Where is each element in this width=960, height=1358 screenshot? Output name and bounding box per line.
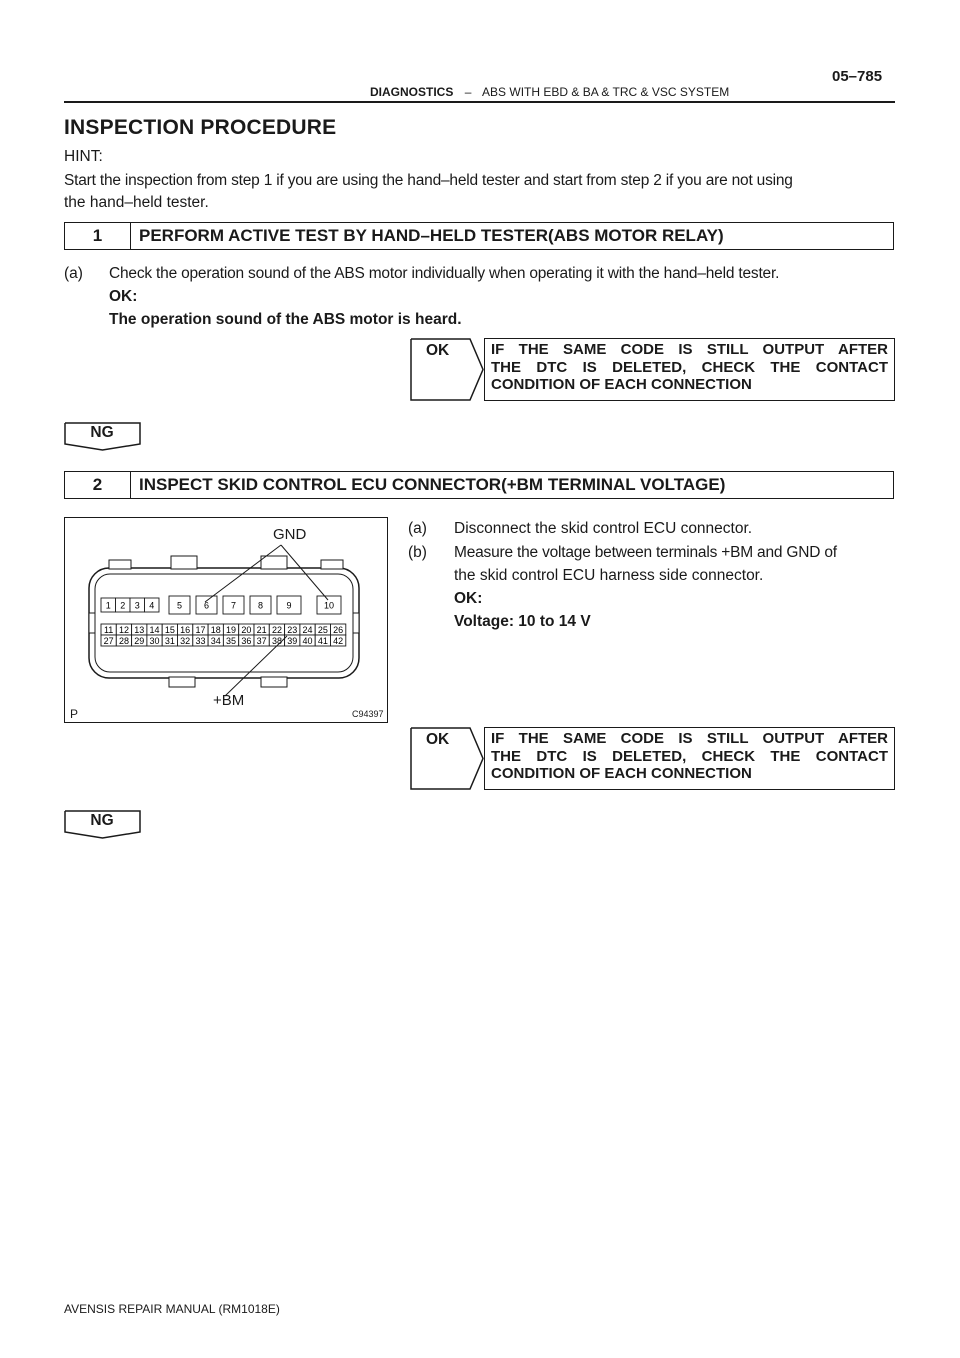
pin-14: 14 (149, 625, 160, 635)
hint-line2: the hand–held tester. (64, 194, 209, 211)
step-2-item-a-text: Disconnect the skid control ECU connector. (454, 520, 753, 537)
step-2-item-b-line2: the skid control ECU harness side connector. (454, 567, 764, 584)
pin-25: 25 (317, 625, 328, 635)
step-2-title: INSPECT SKID CONTROL ECU CONNECTOR(+BM TERMINAL VOLTAGE) (139, 475, 726, 494)
step-2-item-b-marker: (b) (408, 544, 427, 561)
pin-19: 19 (226, 625, 237, 635)
connector-tab (321, 560, 343, 569)
connector-inner (95, 574, 353, 672)
pin-41: 41 (317, 636, 328, 646)
step-1-number: 1 (65, 223, 131, 249)
step-2-ok-label: OK: (454, 590, 483, 607)
bm-label: +BM (213, 692, 245, 709)
pin-21: 21 (256, 625, 267, 635)
pin-32: 32 (180, 636, 191, 646)
pin-13: 13 (134, 625, 145, 635)
step-2-ok-result (410, 727, 896, 790)
page-number: 05–785 (832, 68, 883, 85)
pin-38: 38 (271, 636, 282, 646)
step-1-header (64, 222, 894, 250)
result-line: CONDITION OF EACH CONNECTION (491, 376, 752, 393)
pin-18: 18 (210, 625, 221, 635)
pin-7: 7 (230, 600, 237, 611)
gnd-leader-10 (281, 545, 328, 600)
result-line: IF THE SAME CODE IS STILL OUTPUT AFTER (491, 341, 888, 358)
step-2-ok-criteria: Voltage: 10 to 14 V (454, 613, 591, 630)
pin-4: 4 (149, 600, 155, 611)
pin-24: 24 (302, 625, 313, 635)
step-1-ok-label: OK: (109, 288, 138, 305)
connector-tab (171, 556, 197, 569)
pin-2: 2 (120, 600, 126, 611)
step-2-item-b-line1: Measure the voltage between terminals +BM and GND of (454, 544, 837, 561)
connector-tab (261, 677, 287, 687)
step-1-ok-result-box (484, 338, 895, 401)
pin-35: 35 (226, 636, 237, 646)
page-title: INSPECTION PROCEDURE (64, 116, 337, 139)
pin-34: 34 (210, 636, 221, 646)
step-1-ok-result-label: OK (426, 342, 450, 359)
connector-tab (261, 556, 287, 569)
connector-outline (89, 568, 359, 678)
header-rule (64, 101, 895, 103)
result-line: IF THE SAME CODE IS STILL OUTPUT AFTER (491, 730, 888, 747)
pin-27: 27 (103, 636, 114, 646)
hint-line1: Start the inspection from step 1 if you are using the hand–held tester and start from step 2 if you are not using (64, 172, 793, 189)
pin-5: 5 (176, 600, 183, 611)
pin-26: 26 (333, 625, 344, 635)
pin-37: 37 (256, 636, 267, 646)
step-1-ng-label: NG (90, 424, 114, 441)
step-2-ok-result-label: OK (426, 731, 450, 748)
step-2-header (64, 471, 894, 499)
pin-15: 15 (164, 625, 175, 635)
connector-figure (64, 517, 388, 723)
connector-tab (109, 560, 131, 569)
step-1-item-a-marker: (a) (64, 265, 83, 282)
header-subtitle: ABS WITH EBD & BA & TRC & VSC SYSTEM (482, 85, 730, 99)
step-2-ok-result-box (484, 727, 895, 790)
connector-notch (89, 613, 95, 633)
step-1-ok-criteria: The operation sound of the ABS motor is heard. (109, 311, 462, 328)
header-dash: – (464, 85, 472, 99)
pin-11: 11 (103, 625, 114, 635)
pin-8: 8 (257, 600, 264, 611)
pin-20: 20 (241, 625, 252, 635)
step-1-ok-result (410, 338, 896, 401)
pin-3: 3 (134, 600, 140, 611)
pin-22: 22 (271, 625, 282, 635)
step-2-number: 2 (65, 472, 131, 498)
pin-31: 31 (164, 636, 175, 646)
step-1-title: PERFORM ACTIVE TEST BY HAND–HELD TESTER(ABS MOTOR RELAY) (139, 226, 724, 245)
pin-row-2 (101, 624, 346, 635)
pin-40: 40 (302, 636, 313, 646)
connector-notch (353, 613, 359, 633)
pin-6: 6 (203, 600, 210, 611)
result-line: THE DTC IS DELETED, CHECK THE CONTACT (491, 358, 888, 376)
figure-code: C94397 (352, 709, 384, 719)
pin-row-3 (101, 635, 346, 646)
header-section: DIAGNOSTICS (370, 85, 454, 99)
footer-manual-title: AVENSIS REPAIR MANUAL (RM1018E) (64, 1302, 280, 1316)
hint-label: HINT: (64, 148, 103, 165)
pin-17: 17 (195, 625, 206, 635)
pin-12: 12 (118, 625, 129, 635)
step-2-item-a-marker: (a) (408, 520, 427, 537)
pin-9: 9 (286, 600, 292, 611)
pin-36: 36 (241, 636, 252, 646)
pin-39: 39 (287, 636, 298, 646)
pin-33: 33 (195, 636, 206, 646)
step-2-ng-label: NG (90, 812, 114, 829)
pin-23: 23 (287, 625, 298, 635)
pin-16: 16 (180, 625, 191, 635)
pin-29: 29 (134, 636, 145, 646)
pin-10: 10 (323, 600, 335, 611)
pin-42: 42 (333, 636, 344, 646)
gnd-label: GND (273, 526, 307, 543)
running-header (370, 85, 729, 99)
result-line: CONDITION OF EACH CONNECTION (491, 765, 752, 782)
pin-row-top-large (169, 596, 341, 614)
figure-corner-mark: P (70, 707, 79, 721)
pin-30: 30 (149, 636, 160, 646)
connector-tab (169, 677, 195, 687)
pin-1: 1 (105, 600, 111, 611)
pin-28: 28 (118, 636, 129, 646)
step-1-item-a-text: Check the operation sound of the ABS motor individually when operating it with the hand–held tester. (109, 265, 780, 282)
result-line: THE DTC IS DELETED, CHECK THE CONTACT (491, 747, 888, 765)
pin-row-top-small (101, 598, 159, 612)
